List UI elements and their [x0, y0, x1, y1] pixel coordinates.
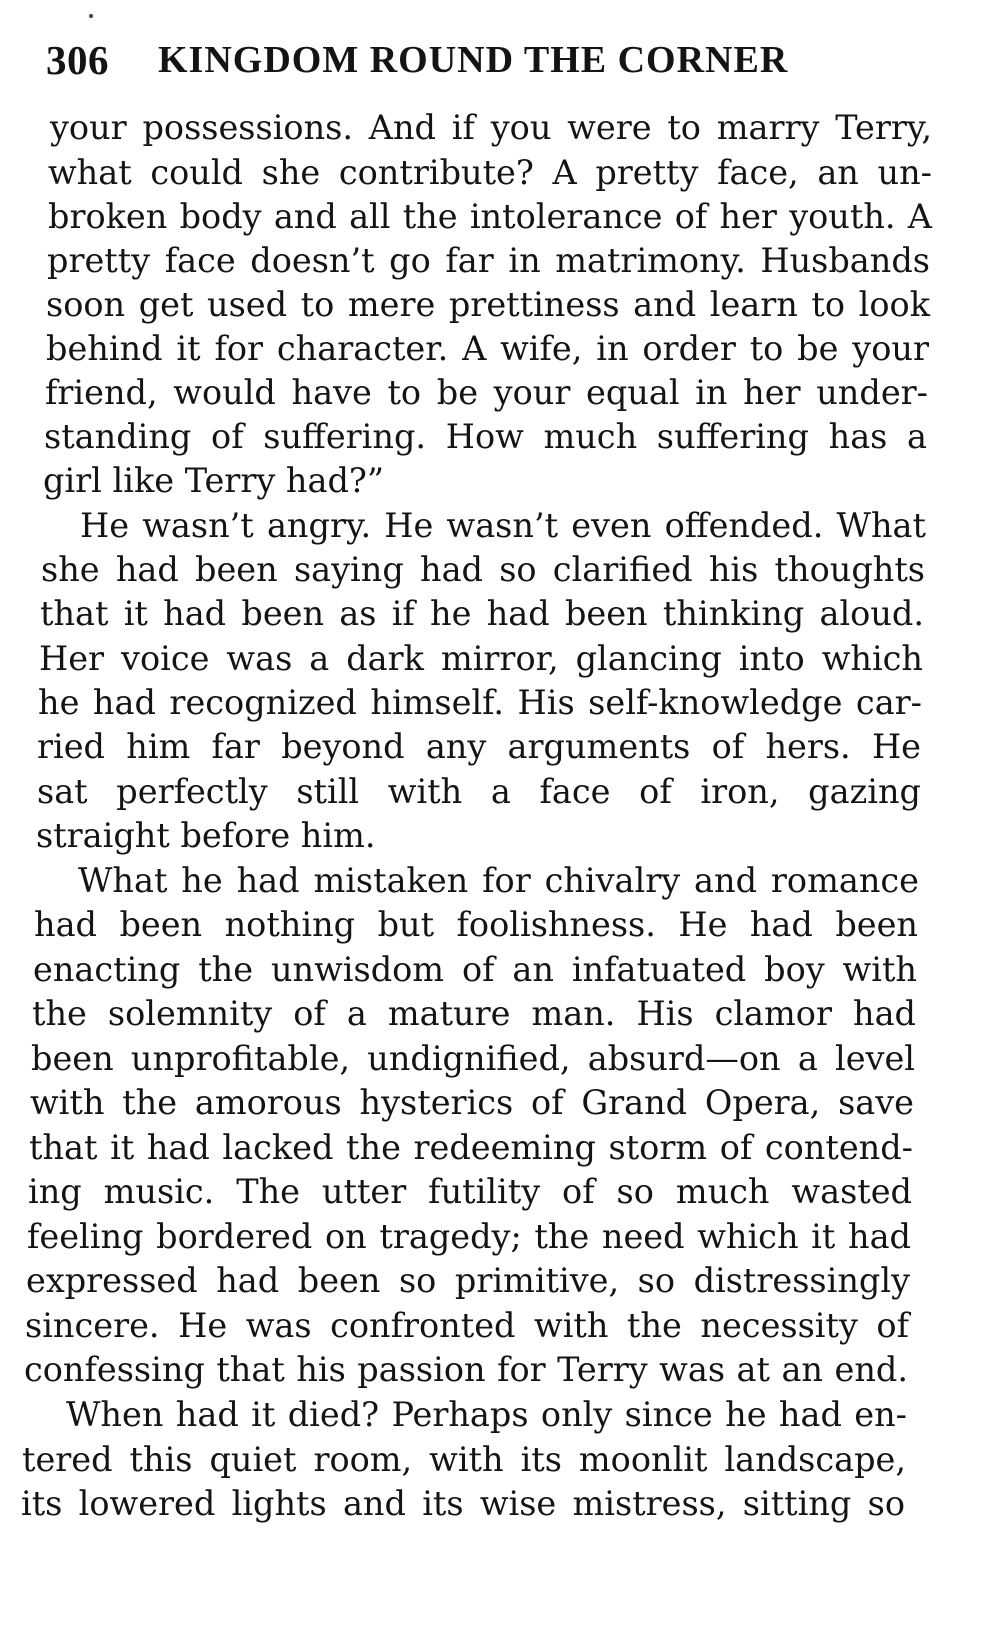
text-line: that it had lacked the redeeming storm of contend- [29, 1128, 913, 1167]
text-line: that it had been as if he had been thinking aloud. [40, 594, 924, 633]
text-line: feeling bordered on tragedy; the need which it had [27, 1217, 911, 1256]
running-title: KINGDOM ROUND THE CORNER [158, 39, 789, 81]
text-line: soon get used to mere prettiness and learn to look [46, 285, 930, 324]
text-line: What he had mistaken for chivalry and romance [78, 861, 919, 900]
text-line: When had it died? Perhaps only since he had en- [66, 1395, 907, 1434]
text-line: she had been saying had so clarified his thoughts [41, 550, 925, 589]
text-line: sat perfectly still with a face of iron, gazing [37, 772, 921, 811]
text-line: with the amorous hysterics of Grand Opera, save [30, 1083, 914, 1122]
text-line: tered this quiet room, with its moonlit landscape, [22, 1440, 906, 1479]
text-line: been unprofitable, undignified, absurd—on a level [31, 1039, 915, 1078]
page-number: 306 [46, 37, 109, 83]
text-line: He wasn’t angry. He wasn’t even offended. What [80, 506, 926, 545]
text-line: had been nothing but foolishness. He had been [34, 905, 918, 944]
print-speck [89, 14, 93, 18]
text-line: he had recognized himself. His self-knowledge car- [38, 683, 922, 722]
text-line: pretty face doesn’t go far in matrimony. Husbands [47, 241, 930, 280]
text-line: confessing that his passion for Terry was at an end. [24, 1350, 908, 1389]
text-line: your possessions. And if you were to marry Terry, [50, 108, 932, 147]
text-line: expressed had been so primitive, so distressingly [26, 1261, 910, 1300]
text-line: its lowered lights and its wise mistress, sitting so [21, 1484, 905, 1523]
text-line: what could she contribute? A pretty face, an un- [48, 153, 932, 192]
text-line: sincere. He was confronted with the necessity of [25, 1306, 909, 1345]
text-line: straight before him. [36, 816, 376, 855]
text-line: enacting the unwisdom of an infatuated boy with [33, 950, 917, 989]
text-line: the solemnity of a mature man. His clamor had [32, 994, 916, 1033]
text-line: girl like Terry had?” [43, 461, 384, 500]
running-head [46, 36, 946, 96]
text-line: standing of suffering. How much suffering has a [44, 417, 927, 456]
text-line: broken body and all the intolerance of her youth. A [48, 197, 932, 236]
text-line: Her voice was a dark mirror, glancing into which [39, 639, 923, 678]
text-line: friend, would have to be your equal in her under- [45, 373, 928, 412]
text-line: ing music. The utter futility of so much wasted [28, 1172, 912, 1211]
text-line: ried him far beyond any arguments of hers. He [37, 727, 921, 766]
text-line: behind it for character. A wife, in order to be your [46, 329, 929, 368]
